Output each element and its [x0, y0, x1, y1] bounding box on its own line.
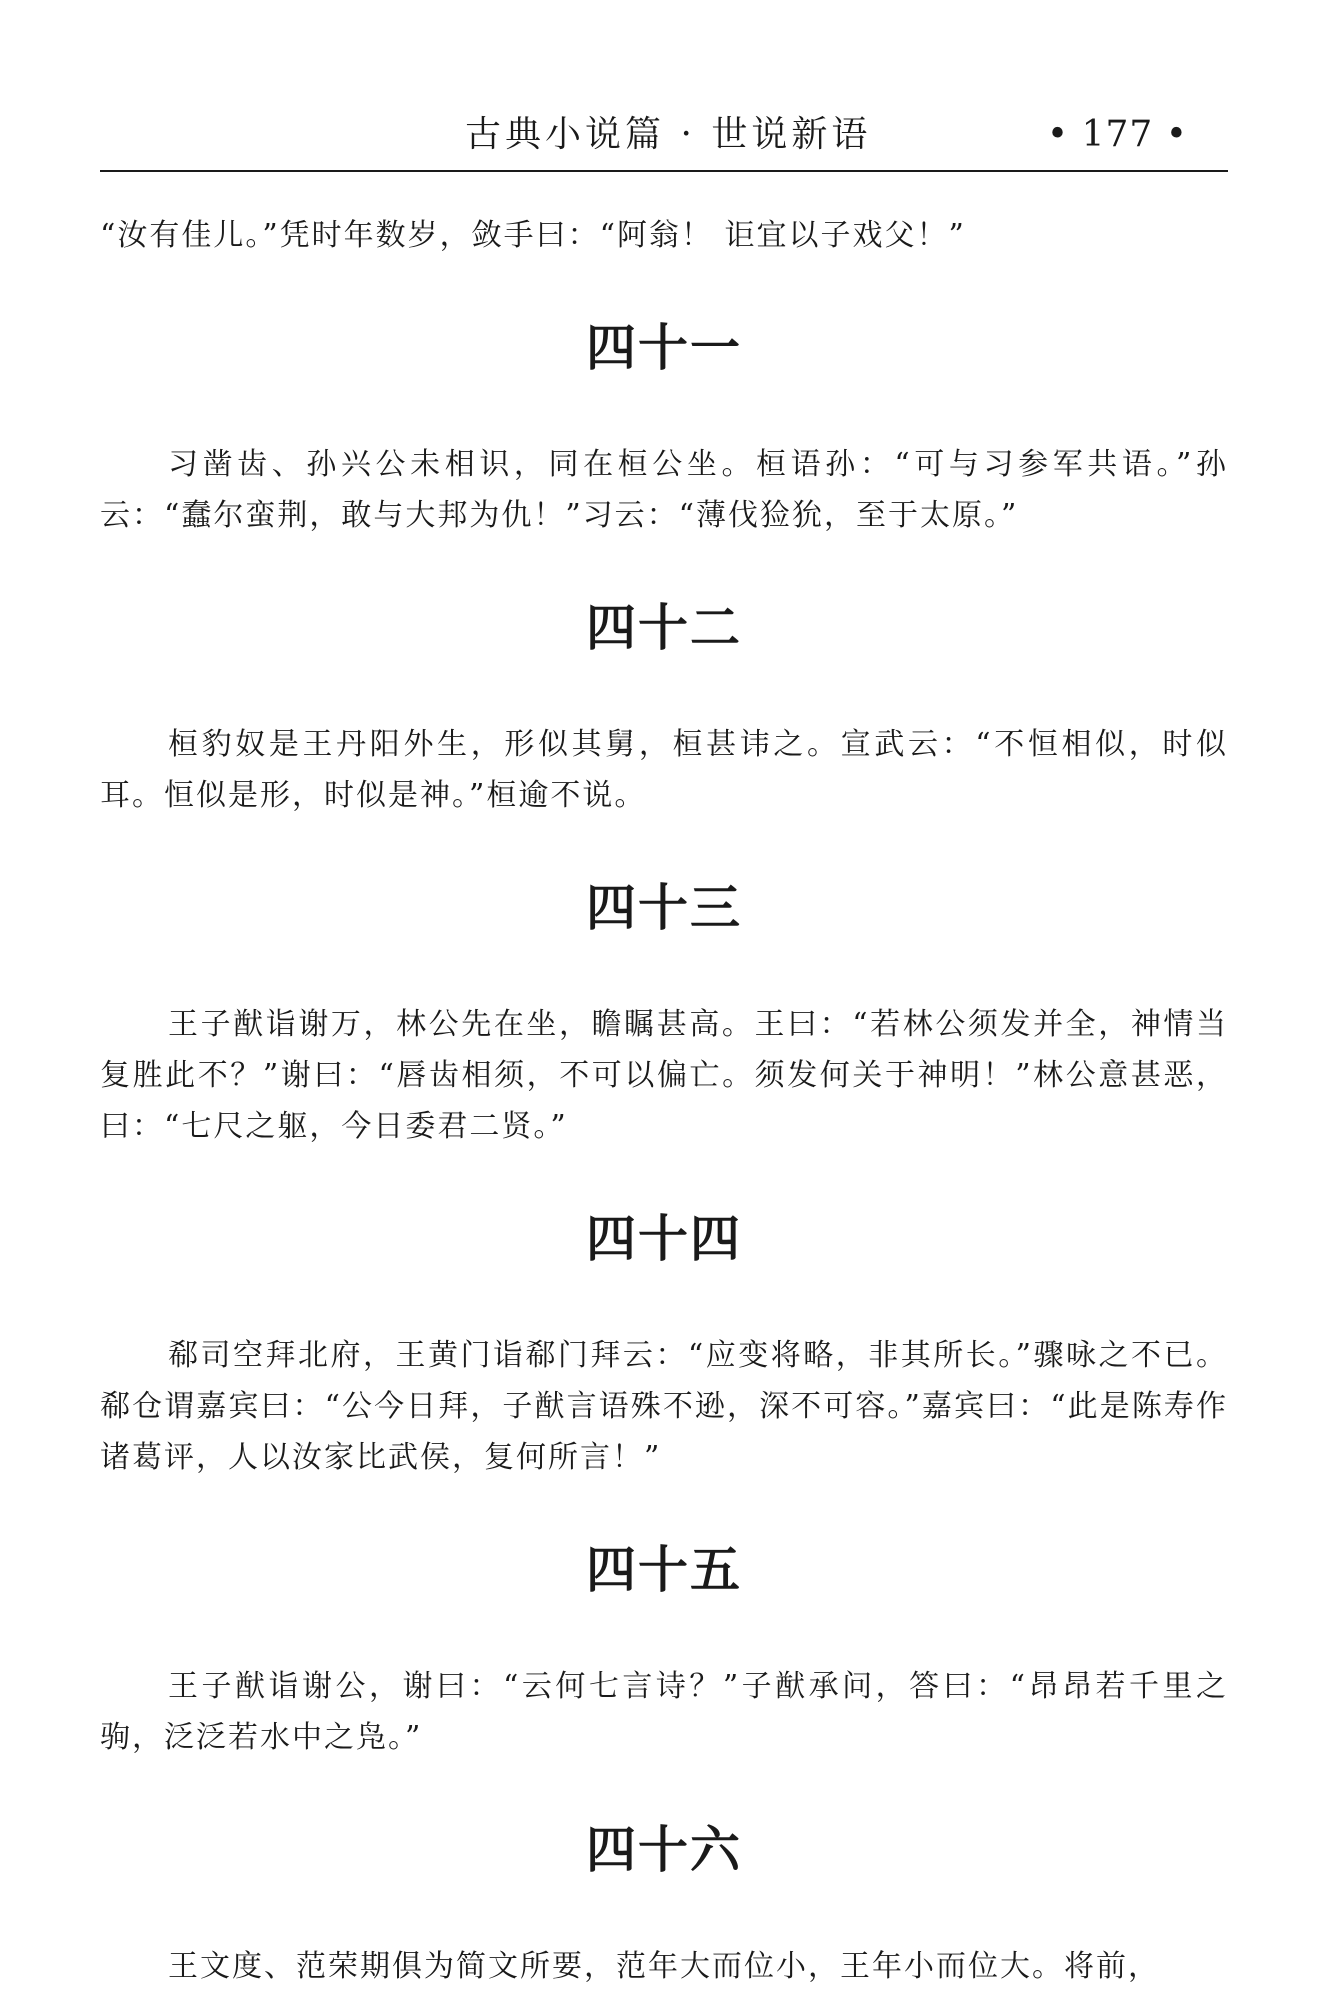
running-head	[100, 105, 1228, 165]
section-heading-46: 四十六	[586, 1821, 742, 1879]
section-heading-42: 四十二	[586, 599, 742, 657]
section-paragraph-45: 王子猷诣谢公，谢曰：“云何七言诗？”子猷承问，答曰：“昂昂若千里之驹，泛泛若水中之凫。”	[100, 1669, 1228, 1755]
section-heading-43: 四十三	[586, 879, 742, 937]
header-rule	[100, 170, 1228, 172]
section-paragraph-46: 王文度、范荣期俱为简文所要，范年大而位小，王年小而位大。将前，	[168, 1949, 1160, 1984]
section-heading-44: 四十四	[586, 1210, 742, 1268]
body-text	[100, 210, 1228, 1992]
continuation-paragraph: “汝有佳儿。”凭时年数岁，敛手曰：“阿翁！ 讵宜以子戏父！”	[100, 218, 966, 253]
page-number: • 177 •	[1046, 114, 1188, 155]
section-paragraph-41: 习凿齿、孙兴公未相识，同在桓公坐。桓语孙：“可与习参军共语。”孙云：“蠢尔蛮荆，敢与大邦为仇！”习云：“薄伐猃狁，至于太原。”	[100, 447, 1228, 533]
section-paragraph-43: 王子猷诣谢万，林公先在坐，瞻瞩甚高。王曰：“若林公须发并全，神情当复胜此不？”谢曰：“唇齿相须，不可以偏亡。须发何关于神明！”林公意甚恶，曰：“七尺之躯，今日委君二贤。”	[100, 1007, 1228, 1144]
section-heading-41: 四十一	[586, 319, 742, 377]
section-heading-45: 四十五	[586, 1541, 742, 1599]
running-title: 古典小说篇 · 世说新语	[465, 114, 872, 155]
section-paragraph-44: 郗司空拜北府，王黄门诣郗门拜云：“应变将略，非其所长。”骤咏之不已。郗仓谓嘉宾曰：“公今日拜，子猷言语殊不逊，深不可容。”嘉宾曰：“此是陈寿作诸葛评，人以汝家比武侯，复何所言！”	[100, 1338, 1228, 1475]
section-paragraph-42: 桓豹奴是王丹阳外生，形似其舅，桓甚讳之。宣武云：“不恒相似，时似耳。恒似是形，时似是神。”桓逾不说。	[100, 727, 1228, 813]
